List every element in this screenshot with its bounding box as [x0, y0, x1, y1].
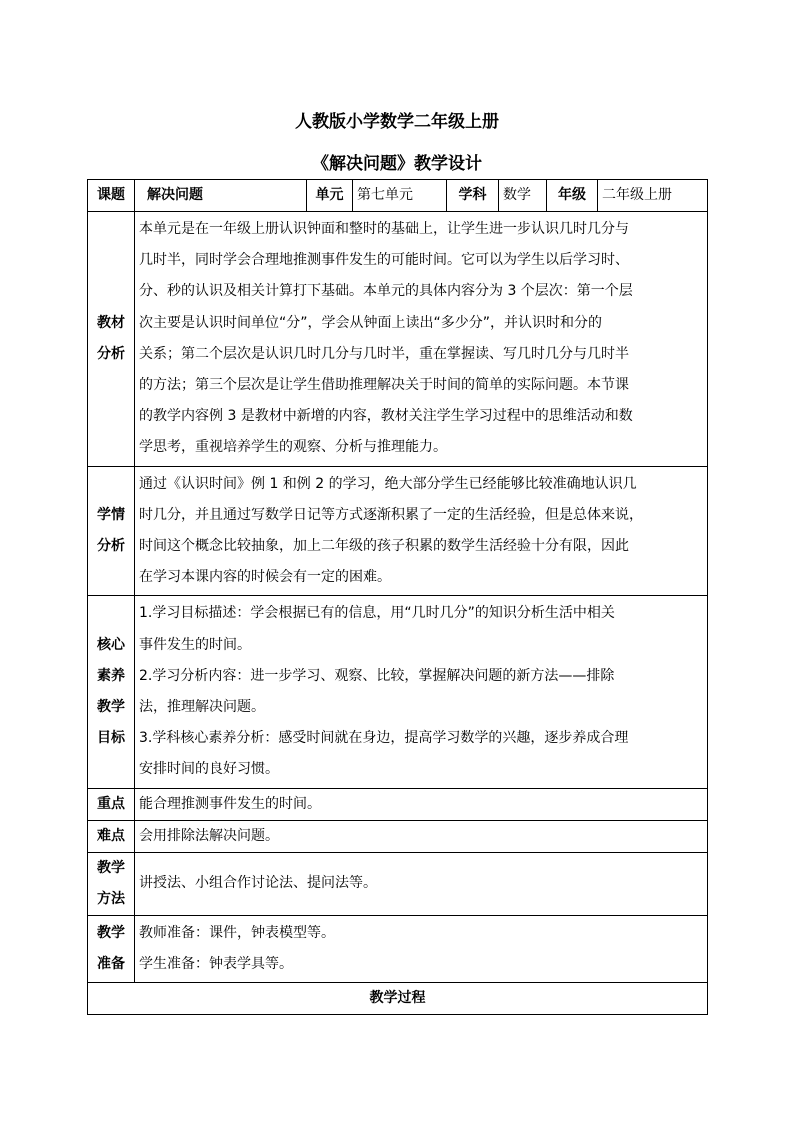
process-header-row: [88, 983, 708, 1015]
process-header: 教学过程: [88, 983, 708, 1015]
student-analysis-text: 通过《认识时间》例 1 和例 2 的学习，绝大部分学生已经能够比较准确地认识几 时几分，并且通过写数学日记等方式逐渐积累了一定的生活经验，但是总体来说， 时间这个概念比较抽象，加上二年级的孩子积累的数学生活经验十分有限，因此 在学习本课内容的时候会有一定的困难。: [135, 466, 708, 596]
document-subtitle: 《解决问题》教学设计: [312, 154, 482, 174]
teaching-method-label: 教学 方法: [88, 852, 135, 915]
core-goals-text: 1.学习目标描述：学会根据已有的信息，用“几时几分”的知识分析生活中相关 事件发生的时间。 2.学习分析内容：进一步学习、观察、比较，掌握解决问题的新方法——排除 法，推理解决问题。 3.学科核心素养分析：感受时间就在身边，提高学习数学的兴趣，逐步养成合理 安排时间的良好习惯。: [135, 596, 708, 788]
grade-value: 二年级上册: [598, 180, 708, 212]
key-point-row: [88, 788, 708, 820]
header-row: [88, 180, 708, 212]
lesson-plan-table: [87, 179, 708, 1015]
subject-value: 数学: [499, 180, 547, 212]
unit-value: 第七单元: [353, 180, 447, 212]
document-title: 人教版小学数学二年级上册: [295, 112, 499, 132]
difficulty-row: [88, 820, 708, 852]
student-analysis-label: 学情 分析: [88, 466, 135, 596]
teaching-prep-row: [88, 915, 708, 982]
student-analysis-row: [88, 466, 708, 596]
textbook-analysis-text: 本单元是在一年级上册认识钟面和整时的基础上，让学生进一步认识几时几分与 几时半，同时学会合理地推测事件发生的可能时间。它可以为学生以后学习时、 分、秒的认识及相关计算打下基础。本单元的具体内容分为 3 个层次：第一个层 次主要是认识时间单位“分”，学会从钟面上读出“多少分”，并认识时和分的 关系；第二个层次是认识几时几分与几时半，重在掌握读、写几时几分与几时半 的方法；第三个层次是让学生借助推理解决关于时间的简单的实际问题。本节课 的教学内容例 3 是教材中新增的内容，教材关注学生学习过程中的思维活动和数 学思考，重视培养学生的观察、分析与推理能力。: [135, 212, 708, 467]
teaching-method-row: [88, 852, 708, 915]
difficulty-text: 会用排除法解决问题。: [135, 820, 708, 852]
topic-label: 课题: [88, 180, 135, 212]
grade-label: 年级: [547, 180, 598, 212]
textbook-analysis-row: [88, 212, 708, 467]
unit-label: 单元: [307, 180, 353, 212]
textbook-analysis-label: 教材 分析: [88, 212, 135, 467]
teaching-method-text: 讲授法、小组合作讨论法、提问法等。: [135, 852, 708, 915]
key-point-label: 重点: [88, 788, 135, 820]
teaching-prep-label: 教学 准备: [88, 915, 135, 982]
difficulty-label: 难点: [88, 820, 135, 852]
teaching-prep-text: 教师准备：课件，钟表模型等。 学生准备：钟表学具等。: [135, 915, 708, 982]
subject-label: 学科: [447, 180, 499, 212]
topic-value: 解决问题: [135, 180, 307, 212]
core-goals-row: [88, 596, 708, 788]
key-point-text: 能合理推测事件发生的时间。: [135, 788, 708, 820]
core-goals-label: 核心 素养 教学 目标: [88, 596, 135, 788]
